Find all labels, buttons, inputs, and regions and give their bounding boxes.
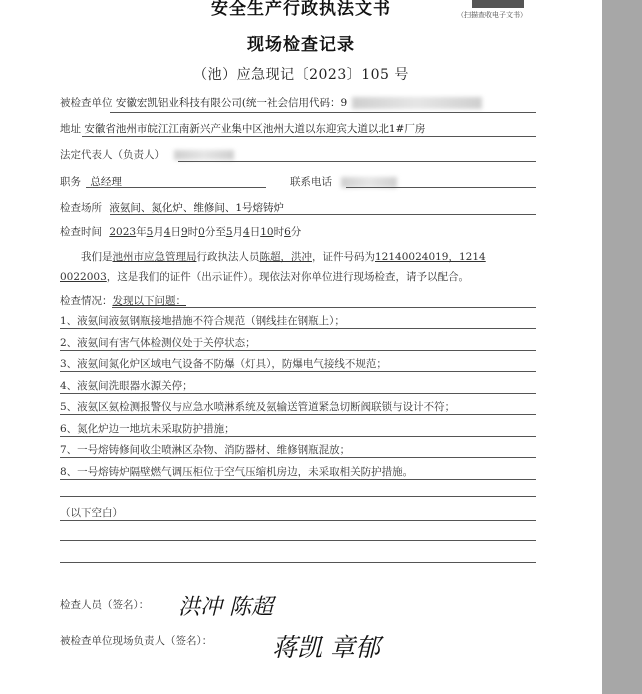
unit: 日: [170, 226, 181, 238]
underline: [60, 414, 536, 415]
time-minute-start: 0: [198, 226, 205, 238]
position-value: 总经理: [90, 176, 122, 188]
blank-line: [60, 496, 536, 497]
unit: 分: [290, 226, 302, 238]
officer-ids: 12140024019，1214: [375, 251, 486, 263]
underline: [346, 187, 536, 188]
viewer-background: [602, 0, 642, 694]
blank-line: [60, 562, 536, 563]
finding-item: 2、液氨间有害气体检测仪处于关停状态；: [60, 336, 256, 349]
underline: [60, 479, 536, 480]
time-year: 2023: [109, 226, 137, 238]
place-label: 检查场所: [60, 202, 102, 214]
underline: [112, 307, 536, 308]
underline: [110, 112, 536, 113]
record-title: 现场检查记录: [247, 35, 355, 55]
unit: 月: [232, 226, 244, 238]
statement-paragraph: [60, 247, 538, 287]
phone-label: 联系电话: [290, 176, 332, 188]
department-name: 池州市应急管理局: [112, 251, 197, 263]
time-day-end: 4: [243, 226, 250, 238]
statement-text: ，这是我们的证件（出示证件）。现依法对你单位进行现场检查，请予以配合。: [106, 271, 470, 283]
inspected-unit-value: 安徽宏凯铝业科技有限公司(统一社会信用代码：9: [115, 97, 348, 109]
finding-item: 3、液氨间氮化炉区域电气设备不防爆（灯具），防爆电气接线不规范；: [60, 358, 387, 370]
findings-header: [60, 293, 186, 308]
finding-item: 8、一号熔铸炉隔壁燃气调压柜位于空气压缩机房边，未采取相关防护措施。: [60, 465, 414, 478]
time-month-end: 5: [225, 226, 233, 238]
time-row: [60, 224, 301, 239]
underline: [60, 350, 536, 351]
time-label: 检查时间: [60, 226, 102, 238]
responsible-signature-label: 被检查单位现场负责人（签名）：: [60, 635, 213, 647]
blank-line: [60, 540, 536, 541]
document-number: （池）应急现记〔2023〕105 号: [193, 67, 409, 83]
unit: 日: [249, 226, 261, 238]
statement-text: 行政执法人员: [196, 251, 260, 263]
inspected-unit-row: [60, 95, 482, 110]
unit: 分至: [204, 226, 226, 238]
underline: [60, 436, 536, 437]
unit: 时: [187, 226, 199, 238]
legal-rep-label: 法定代表人（负责人）: [60, 149, 165, 161]
position-label: 职务: [60, 176, 81, 188]
redacted-credit-code: [352, 97, 482, 109]
inspectors-signature: 洪冲 陈超: [178, 595, 273, 620]
place-row: [60, 200, 284, 215]
underline: [60, 393, 536, 394]
finding-item: 4、液氨间洗眼器水源关停；: [60, 379, 193, 392]
blank-note: （以下空白）: [60, 507, 123, 519]
time-month: 5: [146, 226, 154, 238]
place-value: 液氨间、氮化炉、维修间、1号熔铸炉: [109, 202, 285, 214]
underline: [110, 214, 536, 215]
legal-rep-row: [60, 147, 234, 162]
time-minute-end: 6: [284, 226, 291, 238]
time-day: 4: [163, 226, 171, 238]
qr-label: （扫描查收电子文书）: [457, 11, 527, 19]
address-value: 安徽省池州市皖江江南新兴产业集中区池州大道以东迎宾大道以北1#厂房: [84, 123, 426, 135]
redacted-legal-rep: [174, 150, 234, 160]
address-row: [60, 121, 425, 136]
underline: [60, 371, 536, 372]
findings-intro: 发现以下问题：: [112, 295, 186, 307]
time-hour-end: 10: [260, 226, 274, 238]
blank-line: [60, 520, 536, 521]
underline: [60, 457, 536, 458]
officer-names: 陈超，洪冲: [259, 251, 312, 263]
finding-item: 7、一号熔铸修间收尘喷淋区杂物、消防器材、维修钢瓶混放；: [60, 444, 351, 456]
finding-item: 1、液氨间液氨钢瓶接地措施不符合规范（钢线挂在钢瓶上）；: [60, 315, 345, 327]
unit: 年: [136, 226, 147, 238]
time-hour-start: 9: [180, 226, 188, 238]
statement-text: 我们是: [81, 251, 113, 263]
underline: [86, 187, 266, 188]
finding-item: 5、液氨区氨检测报警仪与应急水喷淋系统及氨输送管道紧急切断阀联锁与设计不符；: [60, 401, 456, 413]
responsible-signature: 蒋凯 章郁: [272, 633, 380, 662]
underline: [60, 328, 536, 329]
findings-label: 检查情况：: [60, 295, 113, 307]
statement-text: ，证件号码为: [312, 251, 375, 263]
unit: 时: [273, 226, 285, 238]
document-type-title: 安全生产行政执法文书: [211, 0, 391, 19]
underline: [82, 136, 536, 137]
finding-item: 6、氮化炉边一地坑未采取防护措施；: [60, 422, 235, 435]
inspectors-signature-label: 检查人员（签名）：: [60, 599, 150, 611]
unit: 月: [153, 226, 164, 238]
underline: [178, 161, 536, 162]
address-label: 地址: [60, 123, 81, 135]
officer-ids-cont: 0022003: [60, 271, 107, 283]
redacted-phone: [341, 177, 397, 188]
inspected-unit-label: 被检查单位: [60, 97, 113, 109]
